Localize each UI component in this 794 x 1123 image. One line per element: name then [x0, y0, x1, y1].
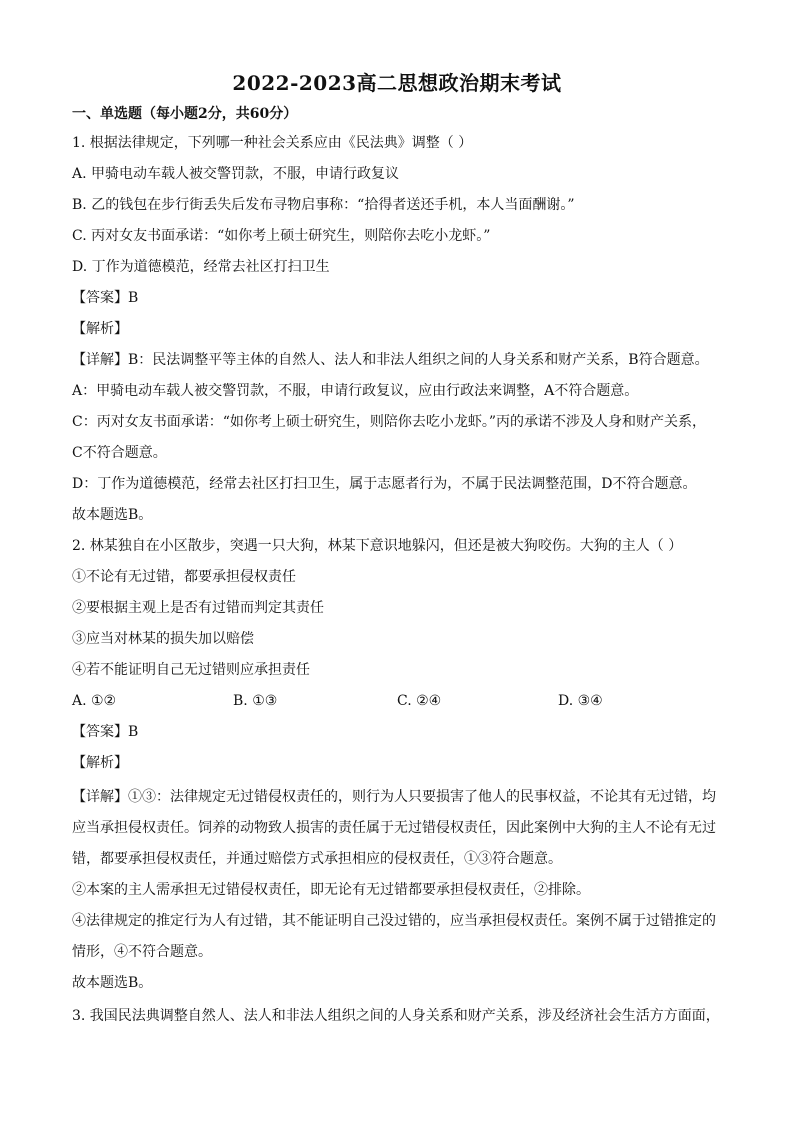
q2-statement: ①不论有无过错，都要承担侵权责任: [72, 569, 296, 585]
q2-detail-line: 【详解】①③：法律规定无过错侵权责任的，则行为人只要损害了他人的民事权益，不论其有无过错，均: [72, 789, 716, 805]
q2-statement: ②要根据主观上是否有过错而判定其责任: [72, 600, 324, 616]
q2-choice-d: D. ③④: [558, 693, 603, 709]
q2-answer: 【答案】B: [72, 724, 139, 740]
q2-detail-line: ②本案的主人需承担无过错侵权责任，即无论有无过错都要承担侵权责任，②排除。: [72, 882, 590, 898]
q1-stem: 1. 根据法律规定，下列哪一种社会关系应由《民法典》调整（ ）: [72, 135, 473, 151]
q1-option-b: B. 乙的钱包在步行街丢失后发布寻物启事称：“拾得者送还手机，本人当面酬谢。”: [72, 197, 575, 213]
q2-choice-a: A. ①②: [72, 693, 117, 709]
q2-detail-line: ④法律规定的推定行为人有过错，其不能证明自己没过错的，应当承担侵权责任。案例不属于过错推定的: [72, 913, 716, 929]
q1-analysis-label: 【解析】: [72, 321, 128, 337]
q2-analysis-label: 【解析】: [72, 755, 128, 771]
q2-detail-line: 故本题选B。: [72, 975, 153, 991]
q1-option-a: A. 甲骑电动车载人被交警罚款，不服，申请行政复议: [72, 166, 400, 182]
q1-option-d: D. 丁作为道德模范，经常去社区打扫卫生: [72, 259, 330, 275]
q2-detail-line: 错，都要承担侵权责任，并通过赔偿方式承担相应的侵权责任，①③符合题意。: [72, 851, 562, 867]
q1-detail-line: A：甲骑电动车载人被交警罚款，不服，申请行政复议，应由行政法来调整，A不符合题意。: [72, 383, 639, 399]
q2-detail-line: 情形，④不符合题意。: [72, 944, 212, 960]
q2-statement: ③应当对林某的损失加以赔偿: [72, 631, 254, 647]
q1-detail-line: 故本题选B。: [72, 507, 153, 523]
q3-stem: 3. 我国民法典调整自然人、法人和非法人组织之间的人身关系和财产关系，涉及经济社会生活方方面面，: [72, 1008, 720, 1024]
q2-choice-b: B. ①③: [233, 693, 278, 709]
q1-detail-line: C：丙对女友书面承诺：“如你考上硕士研究生，则陪你去吃小龙虾。”丙的承诺不涉及人身和财产关系，: [72, 414, 707, 430]
q1-detail-line: C不符合题意。: [72, 445, 167, 461]
q2-stem: 2. 林某独自在小区散步，突遇一只大狗，林某下意识地躲闪，但还是被大狗咬伤。大狗的主人（ ）: [72, 538, 683, 554]
q1-detail-line: 【详解】B：民法调整平等主体的自然人、法人和非法人组织之间的人身关系和财产关系，B符合题意。: [72, 352, 709, 368]
section-heading: 一、单选题（每小题2分，共60分）: [72, 106, 298, 122]
q1-option-c: C. 丙对女友书面承诺：“如你考上硕士研究生，则陪你去吃小龙虾。”: [72, 228, 491, 244]
q2-detail-line: 应当承担侵权责任。饲养的动物致人损害的责任属于无过错侵权责任，因此案例中大狗的主人不论有无过: [72, 820, 716, 836]
q1-answer: 【答案】B: [72, 290, 139, 306]
q1-detail-line: D：丁作为道德模范，经常去社区打扫卫生，属于志愿者行为，不属于民法调整范围，D不符合题意。: [72, 476, 697, 492]
q2-statement: ④若不能证明自己无过错则应承担责任: [72, 662, 310, 678]
q2-choice-c: C. ②④: [397, 693, 442, 709]
page-title: 2022-2023高二思想政治期末考试: [232, 71, 562, 95]
